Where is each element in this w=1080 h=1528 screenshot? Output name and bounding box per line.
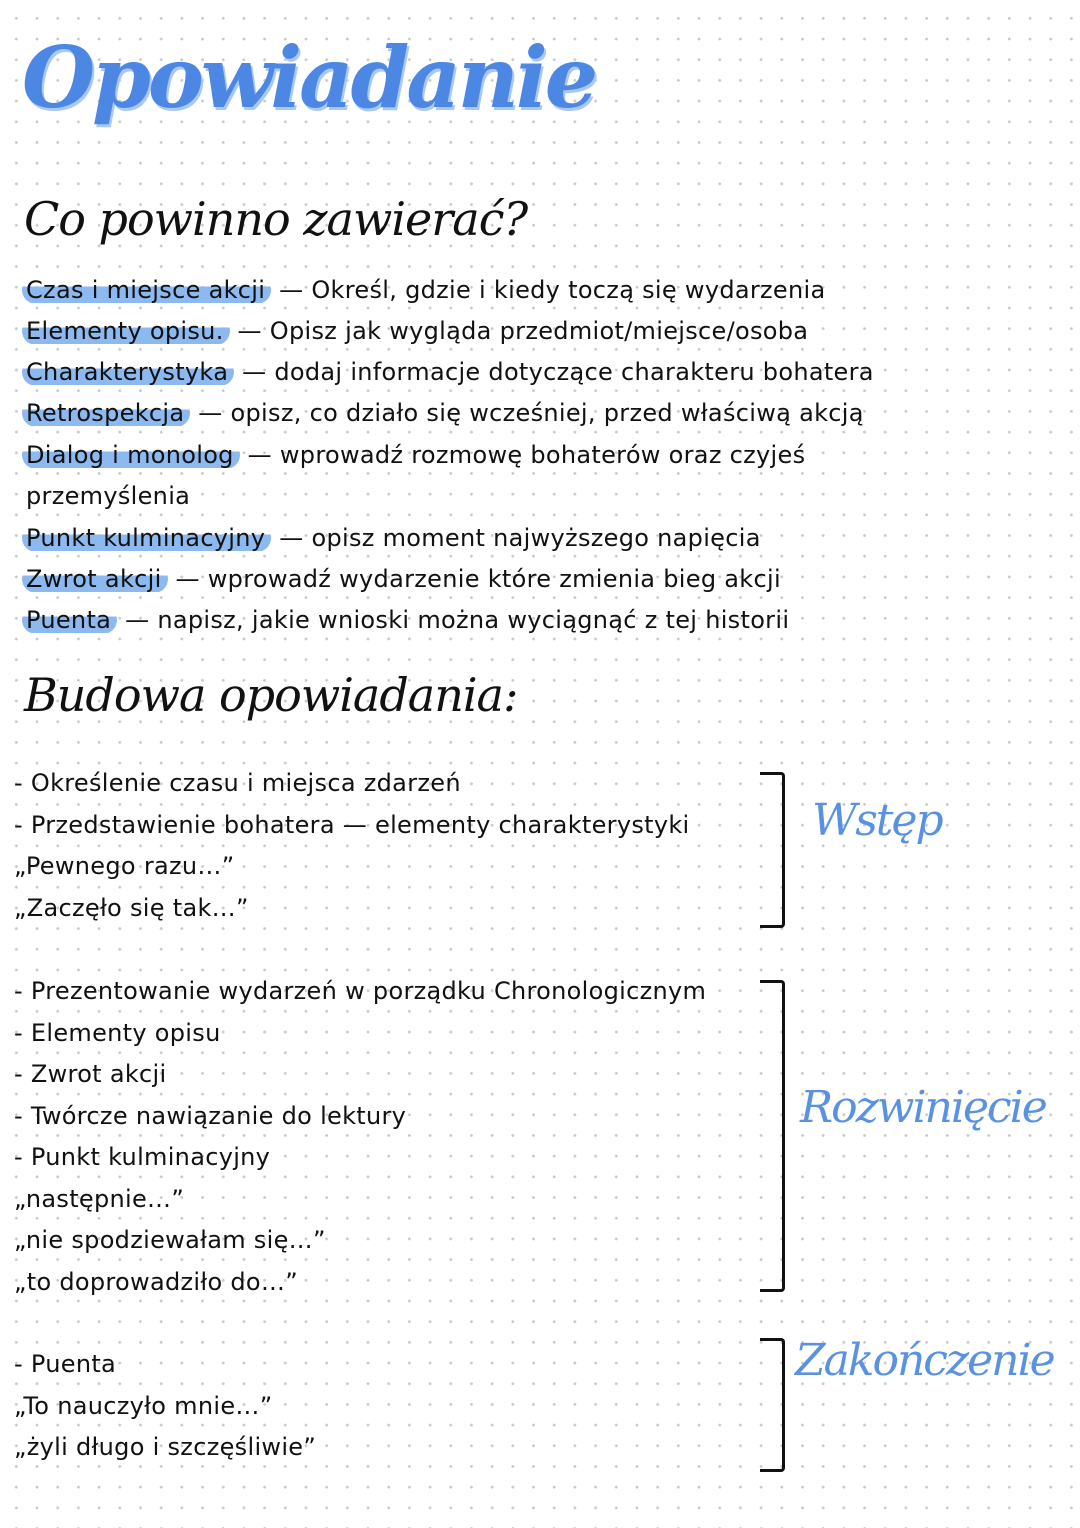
structure-line: - Punkt kulminacyjny [14,1143,271,1171]
highlighted-term: Puenta [22,606,117,634]
content-item [26,317,808,345]
highlighted-term: Elementy opisu. [22,317,230,345]
structure-line: - Puenta [14,1350,117,1378]
bracket [760,1338,785,1472]
content-item [26,441,805,469]
content-item [26,399,864,427]
term-description: — wprowadź wydarzenie które zmienia bieg akcji [167,565,781,593]
part-label: Wstęp [812,795,942,846]
section-heading-contents: Co powinno zawierać? [24,192,528,246]
bracket [760,772,785,928]
structure-line: - Prezentowanie wydarzeń w porządku Chronologicznym [14,977,707,1005]
highlighted-term: Charakterystyka [22,358,234,386]
structure-line: „żyli długo i szczęśliwie” [14,1433,317,1461]
structure-line: - Przedstawienie bohatera — elementy charakterystyki [14,810,690,839]
highlighted-term: Punkt kulminacyjny [22,524,271,552]
content-item [26,606,789,634]
structure-line: „To nauczyło mnie…” [14,1391,273,1420]
structure-line: - Określenie czasu i miejsca zdarzeń [14,769,461,797]
part-label: Rozwinięcie [800,1082,1046,1133]
highlighted-term: Czas i miejsce akcji [22,276,271,304]
term-description: — Opisz jak wygląda przedmiot/miejsce/osoba [229,317,809,345]
term-description: — wprowadź rozmowę bohaterów oraz czyjeś [239,441,806,469]
term-description: — Określ, gdzie i kiedy toczą się wydarzenia [271,276,826,304]
bracket [760,980,785,1292]
highlighted-term: Dialog i monolog [22,441,240,469]
highlighted-term: Retrospekcja [22,399,190,427]
structure-line: „Zaczęło się tak…” [14,893,249,922]
term-description: — opisz, co działo się wcześniej, przed właściwą akcją [190,399,864,427]
page-title: Opowiadanie [22,28,596,127]
section-heading-structure: Budowa opowiadania: [24,668,518,722]
part-label: Zakończenie [795,1335,1054,1386]
content-item [26,276,826,304]
structure-line: - Zwrot akcji [14,1060,167,1088]
highlighted-term: Zwrot akcji [22,565,168,593]
structure-line: - Twórcze nawiązanie do lektury [14,1101,407,1130]
content-item-continuation: przemyślenia [26,482,191,510]
term-description: — dodaj informacje dotyczące charakteru bohatera [234,358,874,386]
structure-line: - Elementy opisu [14,1018,221,1047]
structure-line: „nie spodziewałam się…” [14,1226,326,1254]
term-description: — opisz moment najwyższego napięcia [271,524,761,552]
content-item [26,358,874,386]
structure-line: „Pewnego razu…” [14,852,235,880]
content-item [26,524,761,552]
structure-line: „to doprowadziło do…” [14,1267,298,1296]
content-item [26,565,781,593]
term-description: — napisz, jakie wnioski można wyciągnąć z tej historii [117,606,790,634]
structure-line: „następnie…” [14,1184,185,1213]
